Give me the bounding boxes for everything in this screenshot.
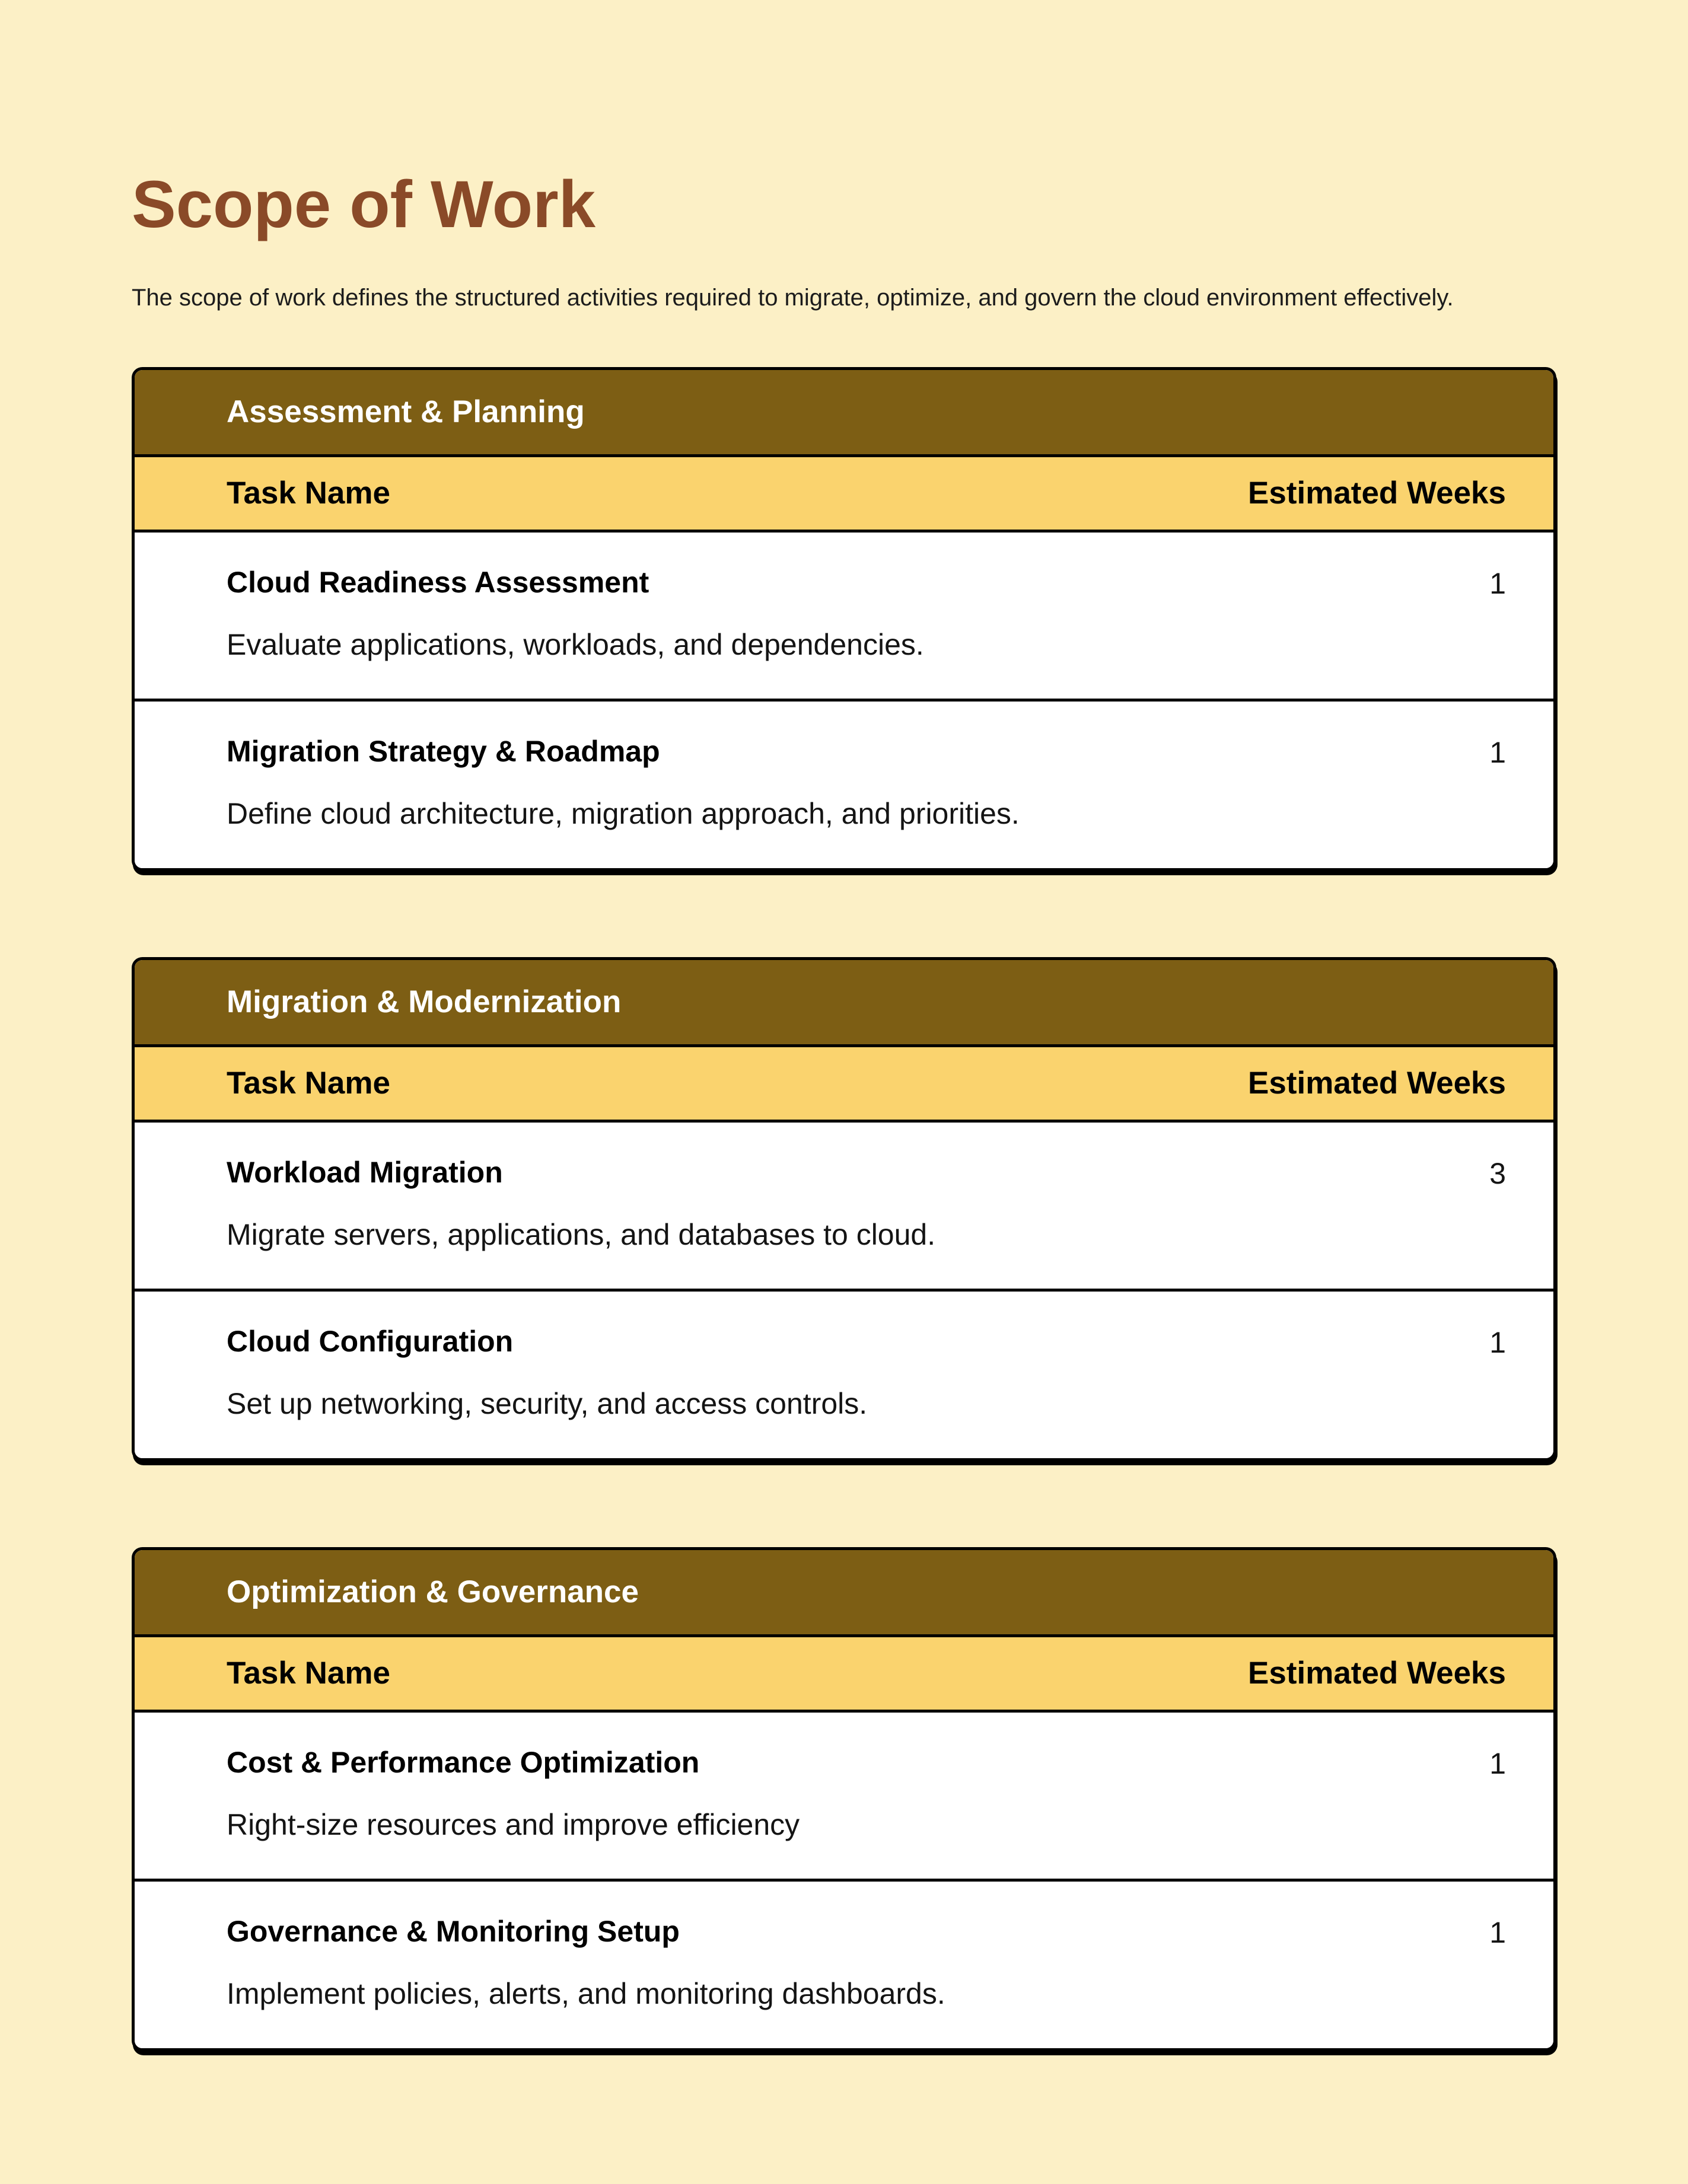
section-title: Optimization & Governance [227, 1574, 639, 1610]
task-row-main [227, 1914, 945, 2013]
section-title: Assessment & Planning [227, 394, 585, 430]
task-name-column-header: Task Name [227, 1656, 390, 1691]
task-description: Set up networking, security, and access controls. [227, 1387, 868, 1421]
task-row [135, 533, 1553, 699]
task-name: Cost & Performance Optimization [227, 1745, 700, 1779]
section-header [135, 1550, 1553, 1634]
task-name-column-header: Task Name [227, 1066, 390, 1101]
sections-container [132, 367, 1556, 2051]
task-estimated-weeks: 1 [1489, 1746, 1506, 1780]
estimated-weeks-column-header: Estimated Weeks [1248, 476, 1506, 511]
page-title: Scope of Work [132, 167, 596, 241]
estimated-weeks-column-header: Estimated Weeks [1248, 1656, 1506, 1691]
task-estimated-weeks: 1 [1489, 736, 1506, 770]
section-header [135, 370, 1553, 454]
task-row [135, 699, 1553, 868]
task-name: Cloud Configuration [227, 1325, 514, 1359]
task-name: Migration Strategy & Roadmap [227, 735, 660, 769]
task-estimated-weeks: 1 [1489, 1326, 1506, 1360]
task-description: Define cloud architecture, migration approach, and priorities. [227, 797, 1020, 831]
section-table-optimization-governance [132, 1547, 1556, 2051]
task-name: Governance & Monitoring Setup [227, 1915, 680, 1949]
column-header-row [135, 1044, 1553, 1123]
task-row-main [227, 565, 924, 664]
section-table-migration-modernization [132, 957, 1556, 1461]
task-estimated-weeks: 1 [1489, 566, 1506, 600]
task-name-column-header: Task Name [227, 476, 390, 511]
column-header-row [135, 1634, 1553, 1713]
task-row [135, 1713, 1553, 1879]
task-description: Evaluate applications, workloads, and dependencies. [227, 627, 924, 661]
task-row [135, 1879, 1553, 2048]
task-name: Cloud Readiness Assessment [227, 565, 649, 599]
task-row [135, 1123, 1553, 1289]
estimated-weeks-column-header: Estimated Weeks [1248, 1066, 1506, 1101]
task-estimated-weeks: 3 [1489, 1156, 1506, 1190]
task-row-main [227, 1324, 867, 1423]
page-intro-text: The scope of work defines the structured activities required to migrate, optimize, and govern the cloud environment effectively. [132, 284, 1454, 311]
task-row-main [227, 734, 1020, 833]
column-header-row [135, 454, 1553, 533]
task-description: Implement policies, alerts, and monitoring dashboards. [227, 1977, 945, 2011]
task-row-main [227, 1745, 800, 1844]
section-table-assessment-planning [132, 367, 1556, 871]
task-name: Workload Migration [227, 1155, 503, 1189]
section-header [135, 960, 1553, 1044]
task-row-main [227, 1155, 935, 1254]
task-row [135, 1289, 1553, 1458]
task-description: Migrate servers, applications, and databases to cloud. [227, 1217, 936, 1251]
task-estimated-weeks: 1 [1489, 1916, 1506, 1950]
section-title: Migration & Modernization [227, 984, 622, 1020]
task-description: Right-size resources and improve efficiency [227, 1807, 800, 1841]
